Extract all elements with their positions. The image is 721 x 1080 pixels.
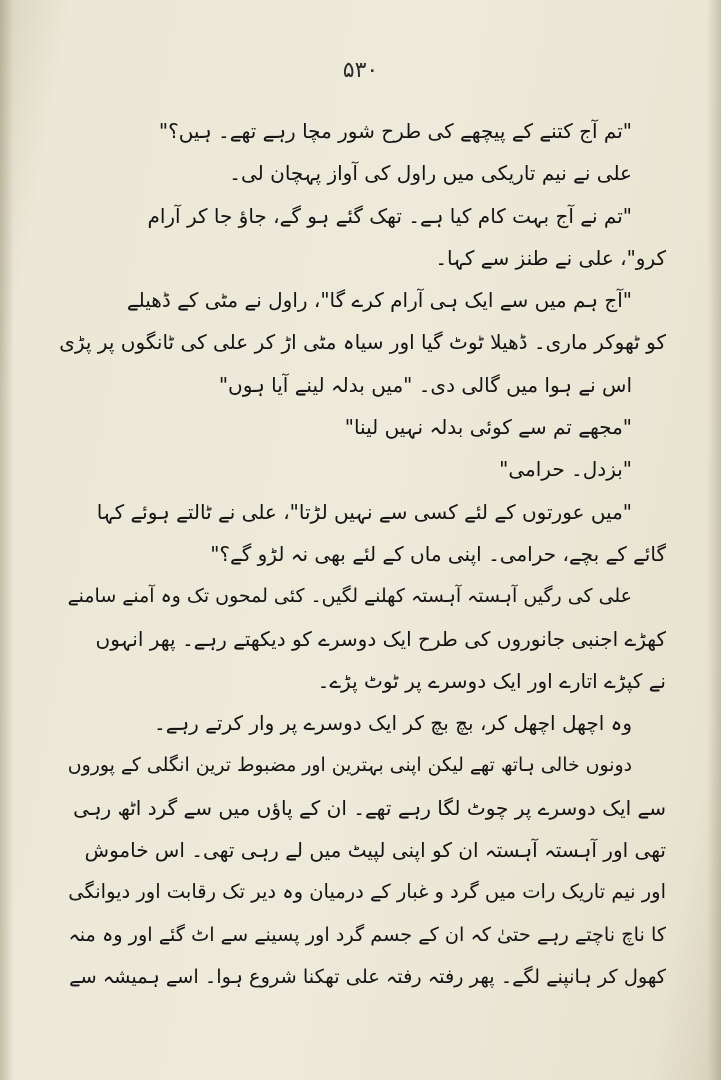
text-line: تھی اور آہستہ آہستہ ان کو اپنی لپیٹ میں لے رہی تھی۔ اس خاموش [84, 838, 666, 863]
text-line: اس نے ہوا میں گالی دی۔ "میں بدلہ لینے آیا ہوں" [218, 372, 632, 397]
text-line: کھول کر ہانپنے لگے۔ پھر رفتہ رفتہ علی تھکنا شروع ہوا۔ اسے ہمیشہ سے [69, 964, 666, 988]
text-line: کرو"، علی نے طنز سے کہا۔ [435, 245, 666, 270]
text-line: اور نیم تاریک رات میں گرد و غبار کے درمیان وہ دیر تک رقابت اور دیوانگی [68, 880, 666, 904]
text-line: نے کپڑے اتارے اور ایک دوسرے پر ٹوٹ پڑے۔ [317, 668, 666, 693]
page-number: ۵۳۰ [342, 58, 379, 83]
page-edge-shadow-right [707, 0, 721, 1080]
text-line: "تم آج کتنے کے پیچھے کی طرح شور مچا رہے تھے۔ ہیں؟" [158, 119, 632, 143]
text-line: کو ٹھوکر ماری۔ ڈھیلا ٹوٹ گیا اور سیاہ مٹی اڑ کر علی کی ٹانگوں پر پڑی [59, 330, 666, 355]
page-edge-shadow-left [0, 0, 14, 1080]
text-line: "آج ہم میں سے ایک ہی آرام کرے گا"، راول نے مٹی کے ڈھیلے [126, 288, 632, 313]
text-body [56, 110, 666, 998]
text-line: علی نے نیم تاریکی میں راول کی آواز پہچان لی۔ [229, 161, 632, 186]
text-line: "میں عورتوں کے لئے کسی سے نہیں لڑتا"، علی نے ٹالتے ہوئے کہا [96, 499, 632, 524]
text-line: کا ناچ ناچتے رہے حتیٰ کہ ان کے جسم گرد اور پسینے سے اٹ گئے اور وہ منہ [68, 922, 666, 946]
text-line: "مجھے تم سے کوئی بدلہ نہیں لینا" [344, 415, 632, 440]
text-line: "بزدل۔ حرامی" [499, 457, 632, 482]
text-line: گائے کے بچے، حرامی۔ اپنی ماں کے لئے بھی نہ لڑو گے؟" [210, 541, 666, 566]
text-line: دونوں خالی ہاتھ تھے لیکن اپنی بہترین اور مضبوط ترین انگلی کے پوروں [67, 754, 632, 777]
text-line: "تم نے آج بہت کام کیا ہے۔ تھک گئے ہو گے، جاؤ جا کر آرام [147, 203, 632, 228]
text-line: علی کی رگیں آہستہ آہستہ کھلنے لگیں۔ کئی لمحوں تک وہ آمنے سامنے [67, 585, 632, 608]
text-line: سے ایک دوسرے پر چوٹ لگا رہے تھے۔ ان کے پاؤں میں سے گرد اٹھ رہی [73, 795, 666, 820]
text-line: کھڑے اجنبی جانوروں کی طرح ایک دوسرے کو دیکھتے رہے۔ پھر انہوں [95, 626, 666, 651]
text-line: وہ اچھل اچھل کر، بچ بچ کر ایک دوسرے پر وار کرتے رہے۔ [154, 711, 632, 736]
